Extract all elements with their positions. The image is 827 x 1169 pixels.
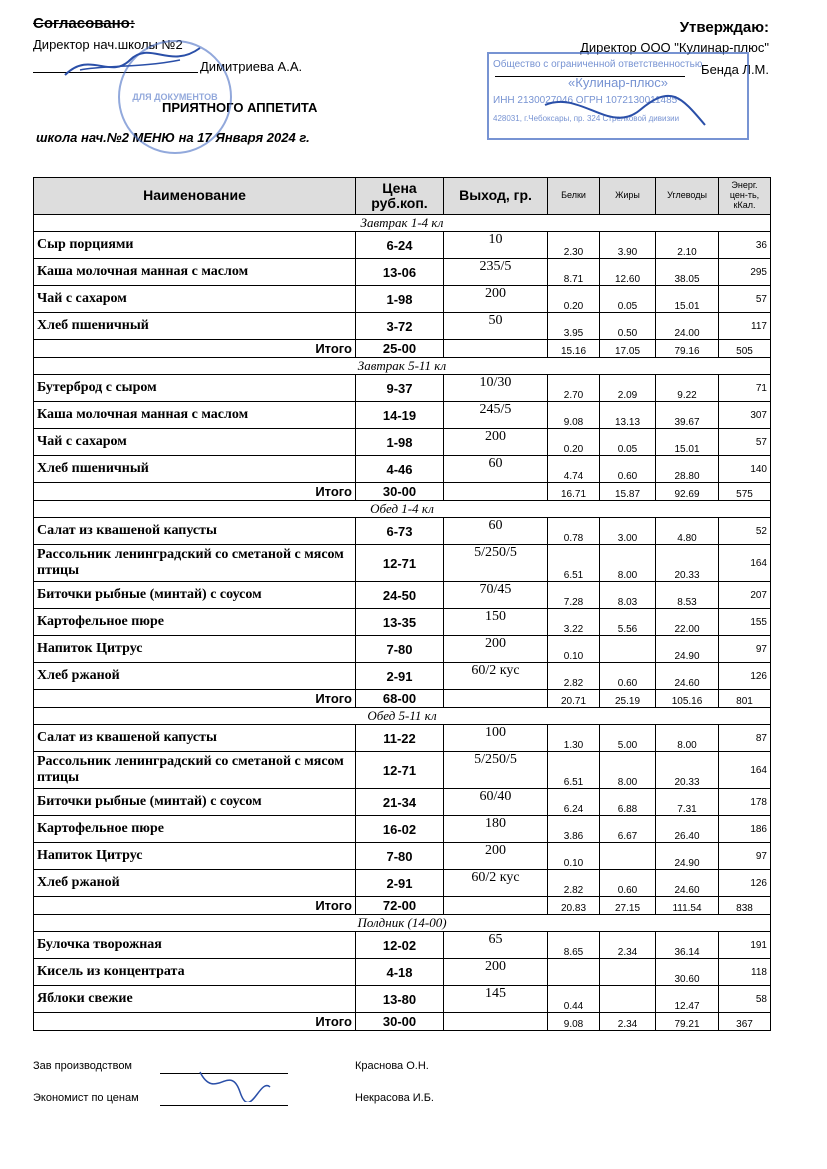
item-fat: 0.60 xyxy=(600,870,656,897)
total-label: Итого xyxy=(34,690,356,708)
item-carbs: 7.31 xyxy=(656,789,719,816)
section-title: Обед 5-11 кл xyxy=(34,708,771,725)
item-price: 13-06 xyxy=(356,259,444,286)
item-protein: 2.82 xyxy=(548,663,600,690)
item-carbs: 24.90 xyxy=(656,843,719,870)
table-row xyxy=(34,429,771,456)
item-energy: 118 xyxy=(719,959,771,986)
table-row xyxy=(34,232,771,259)
item-name: Картофельное пюре xyxy=(34,816,356,843)
total-carbs: 79.16 xyxy=(656,340,719,358)
item-output: 5/250/5 xyxy=(444,752,548,789)
item-energy: 97 xyxy=(719,843,771,870)
item-protein: 0.20 xyxy=(548,286,600,313)
item-fat: 0.05 xyxy=(600,429,656,456)
item-fat: 0.60 xyxy=(600,456,656,483)
item-output: 180 xyxy=(444,816,548,843)
item-protein: 0.44 xyxy=(548,986,600,1013)
item-fat: 8.03 xyxy=(600,582,656,609)
table-row xyxy=(34,725,771,752)
total-protein: 9.08 xyxy=(548,1013,600,1031)
item-carbs: 4.80 xyxy=(656,518,719,545)
item-name: Салат из квашеной капусты xyxy=(34,518,356,545)
total-energy: 367 xyxy=(719,1013,771,1031)
item-price: 11-22 xyxy=(356,725,444,752)
total-carbs: 111.54 xyxy=(656,897,719,915)
total-row xyxy=(34,897,771,915)
item-fat xyxy=(600,959,656,986)
item-carbs: 24.90 xyxy=(656,636,719,663)
item-output: 235/5 xyxy=(444,259,548,286)
item-name: Чай с сахаром xyxy=(34,429,356,456)
total-row xyxy=(34,1013,771,1031)
item-output: 60 xyxy=(444,518,548,545)
table-row xyxy=(34,789,771,816)
item-carbs: 24.60 xyxy=(656,870,719,897)
table-header-row xyxy=(34,178,771,215)
total-protein: 15.16 xyxy=(548,340,600,358)
table-row xyxy=(34,582,771,609)
item-fat: 3.00 xyxy=(600,518,656,545)
item-energy: 117 xyxy=(719,313,771,340)
item-fat: 0.50 xyxy=(600,313,656,340)
total-row xyxy=(34,340,771,358)
section-title: Полдник (14-00) xyxy=(34,915,771,932)
item-name: Каша молочная манная с маслом xyxy=(34,402,356,429)
item-name: Сыр порциями xyxy=(34,232,356,259)
item-carbs: 39.67 xyxy=(656,402,719,429)
economist-name: Некрасова И.Б. xyxy=(355,1092,434,1104)
item-carbs: 9.22 xyxy=(656,375,719,402)
table-row xyxy=(34,259,771,286)
total-fat: 27.15 xyxy=(600,897,656,915)
column-header-carbs: Углеводы xyxy=(656,178,719,215)
item-carbs: 24.00 xyxy=(656,313,719,340)
total-row xyxy=(34,690,771,708)
item-price: 24-50 xyxy=(356,582,444,609)
item-energy: 71 xyxy=(719,375,771,402)
total-protein: 20.83 xyxy=(548,897,600,915)
total-energy: 505 xyxy=(719,340,771,358)
item-fat: 13.13 xyxy=(600,402,656,429)
item-output: 50 xyxy=(444,313,548,340)
item-output: 5/250/5 xyxy=(444,545,548,582)
total-energy: 801 xyxy=(719,690,771,708)
item-name: Хлеб ржаной xyxy=(34,663,356,690)
item-fat: 6.88 xyxy=(600,789,656,816)
item-energy: 97 xyxy=(719,636,771,663)
item-energy: 207 xyxy=(719,582,771,609)
item-protein: 8.65 xyxy=(548,932,600,959)
total-output xyxy=(444,483,548,501)
item-name: Яблоки свежие xyxy=(34,986,356,1013)
total-row xyxy=(34,483,771,501)
total-label: Итого xyxy=(34,340,356,358)
item-carbs: 24.60 xyxy=(656,663,719,690)
item-carbs: 30.60 xyxy=(656,959,719,986)
item-price: 14-19 xyxy=(356,402,444,429)
item-energy: 155 xyxy=(719,609,771,636)
item-price: 13-80 xyxy=(356,986,444,1013)
column-header-protein: Белки xyxy=(548,178,600,215)
item-fat: 5.56 xyxy=(600,609,656,636)
item-carbs: 38.05 xyxy=(656,259,719,286)
item-output: 60 xyxy=(444,456,548,483)
item-name: Бутерброд с сыром xyxy=(34,375,356,402)
item-output: 10/30 xyxy=(444,375,548,402)
item-output: 10 xyxy=(444,232,548,259)
item-price: 12-71 xyxy=(356,752,444,789)
round-stamp: ДЛЯ ДОКУМЕНТОВ xyxy=(118,40,232,154)
item-energy: 87 xyxy=(719,725,771,752)
item-energy: 126 xyxy=(719,663,771,690)
item-protein: 6.51 xyxy=(548,545,600,582)
item-carbs: 12.47 xyxy=(656,986,719,1013)
item-protein: 8.71 xyxy=(548,259,600,286)
stamp-line: «Кулинар-плюс» xyxy=(568,75,668,90)
item-name: Рассольник ленинградский со сметаной с мясом птицы xyxy=(34,545,356,582)
approve-signature xyxy=(540,85,710,145)
table-row xyxy=(34,375,771,402)
item-carbs: 15.01 xyxy=(656,286,719,313)
item-fat xyxy=(600,986,656,1013)
item-price: 1-98 xyxy=(356,429,444,456)
item-protein: 2.70 xyxy=(548,375,600,402)
item-carbs: 26.40 xyxy=(656,816,719,843)
total-price: 30-00 xyxy=(356,1013,444,1031)
item-price: 9-37 xyxy=(356,375,444,402)
item-name: Чай с сахаром xyxy=(34,286,356,313)
item-fat: 3.90 xyxy=(600,232,656,259)
item-carbs: 20.33 xyxy=(656,545,719,582)
table-row xyxy=(34,663,771,690)
item-output: 200 xyxy=(444,636,548,663)
item-price: 2-91 xyxy=(356,870,444,897)
item-energy: 164 xyxy=(719,545,771,582)
agreed-position: Директор нач.школы №2 xyxy=(33,37,183,52)
approve-position: Директор ООО "Кулинар-плюс" xyxy=(580,40,769,55)
item-carbs: 22.00 xyxy=(656,609,719,636)
item-price: 13-35 xyxy=(356,609,444,636)
item-fat: 12.60 xyxy=(600,259,656,286)
column-header-fat: Жиры xyxy=(600,178,656,215)
section-header-row xyxy=(34,215,771,232)
table-row xyxy=(34,636,771,663)
total-fat: 15.87 xyxy=(600,483,656,501)
item-price: 4-18 xyxy=(356,959,444,986)
item-protein: 2.82 xyxy=(548,870,600,897)
item-energy: 164 xyxy=(719,752,771,789)
item-protein: 0.10 xyxy=(548,843,600,870)
table-row xyxy=(34,816,771,843)
column-header-name: Наименование xyxy=(34,178,356,215)
item-name: Напиток Цитрус xyxy=(34,636,356,663)
item-fat: 2.34 xyxy=(600,932,656,959)
item-protein: 0.10 xyxy=(548,636,600,663)
item-energy: 178 xyxy=(719,789,771,816)
total-fat: 25.19 xyxy=(600,690,656,708)
item-price: 6-24 xyxy=(356,232,444,259)
item-name: Каша молочная манная с маслом xyxy=(34,259,356,286)
section-header-row xyxy=(34,358,771,375)
item-output: 60/40 xyxy=(444,789,548,816)
item-price: 7-80 xyxy=(356,843,444,870)
agreed-signature xyxy=(60,40,210,85)
table-row xyxy=(34,843,771,870)
item-price: 2-91 xyxy=(356,663,444,690)
item-output: 200 xyxy=(444,843,548,870)
table-row xyxy=(34,402,771,429)
total-price: 72-00 xyxy=(356,897,444,915)
table-row xyxy=(34,313,771,340)
item-carbs: 15.01 xyxy=(656,429,719,456)
item-output: 60/2 кус xyxy=(444,663,548,690)
item-fat: 8.00 xyxy=(600,545,656,582)
bon-appetit: ПРИЯТНОГО АППЕТИТА xyxy=(162,100,318,115)
table-row xyxy=(34,986,771,1013)
item-name: Хлеб пшеничный xyxy=(34,313,356,340)
agreed-title: Согласовано: xyxy=(33,15,135,32)
item-energy: 57 xyxy=(719,429,771,456)
table-row xyxy=(34,870,771,897)
economist-label: Экономист по ценам xyxy=(33,1092,139,1104)
total-price: 30-00 xyxy=(356,483,444,501)
menu-title: школа нач.№2 МЕНЮ на 17 Января 2024 г. xyxy=(36,130,310,145)
total-protein: 16.71 xyxy=(548,483,600,501)
item-energy: 191 xyxy=(719,932,771,959)
item-protein: 1.30 xyxy=(548,725,600,752)
item-fat xyxy=(600,636,656,663)
section-title: Завтрак 5-11 кл xyxy=(34,358,771,375)
item-fat: 0.05 xyxy=(600,286,656,313)
production-name: Краснова О.Н. xyxy=(355,1060,429,1072)
total-energy: 838 xyxy=(719,897,771,915)
section-header-row xyxy=(34,915,771,932)
item-name: Хлеб пшеничный xyxy=(34,456,356,483)
item-fat xyxy=(600,843,656,870)
item-protein: 7.28 xyxy=(548,582,600,609)
stamp-line: Общество с ограниченной ответственностью xyxy=(493,59,703,70)
total-price: 68-00 xyxy=(356,690,444,708)
table-row xyxy=(34,959,771,986)
item-name: Рассольник ленинградский со сметаной с мясом птицы xyxy=(34,752,356,789)
item-output: 100 xyxy=(444,725,548,752)
item-output: 65 xyxy=(444,932,548,959)
item-protein: 3.86 xyxy=(548,816,600,843)
item-price: 7-80 xyxy=(356,636,444,663)
item-carbs: 8.00 xyxy=(656,725,719,752)
agreed-name: Димитриева А.А. xyxy=(200,59,303,74)
total-fat: 17.05 xyxy=(600,340,656,358)
item-output: 60/2 кус xyxy=(444,870,548,897)
item-fat: 0.60 xyxy=(600,663,656,690)
table-row xyxy=(34,752,771,789)
item-price: 3-72 xyxy=(356,313,444,340)
item-name: Салат из квашеной капусты xyxy=(34,725,356,752)
item-carbs: 2.10 xyxy=(656,232,719,259)
table-row xyxy=(34,518,771,545)
total-energy: 575 xyxy=(719,483,771,501)
item-fat: 5.00 xyxy=(600,725,656,752)
total-carbs: 105.16 xyxy=(656,690,719,708)
item-price: 4-46 xyxy=(356,456,444,483)
item-output: 145 xyxy=(444,986,548,1013)
item-energy: 126 xyxy=(719,870,771,897)
item-energy: 58 xyxy=(719,986,771,1013)
total-protein: 20.71 xyxy=(548,690,600,708)
column-header-output: Выход, гр. xyxy=(444,178,548,215)
item-protein: 3.95 xyxy=(548,313,600,340)
production-label: Зав производством xyxy=(33,1060,132,1072)
menu-table xyxy=(33,177,771,1031)
total-carbs: 92.69 xyxy=(656,483,719,501)
item-output: 150 xyxy=(444,609,548,636)
item-carbs: 28.80 xyxy=(656,456,719,483)
total-output xyxy=(444,897,548,915)
item-energy: 140 xyxy=(719,456,771,483)
section-header-row xyxy=(34,708,771,725)
item-energy: 307 xyxy=(719,402,771,429)
item-protein: 2.30 xyxy=(548,232,600,259)
item-energy: 57 xyxy=(719,286,771,313)
item-fat: 6.67 xyxy=(600,816,656,843)
total-output xyxy=(444,340,548,358)
item-name: Биточки рыбные (минтай) с соусом xyxy=(34,789,356,816)
approve-name: Бенда Л.М. xyxy=(701,62,769,77)
item-name: Напиток Цитрус xyxy=(34,843,356,870)
item-output: 70/45 xyxy=(444,582,548,609)
item-name: Картофельное пюре xyxy=(34,609,356,636)
item-price: 12-02 xyxy=(356,932,444,959)
item-protein: 6.51 xyxy=(548,752,600,789)
item-energy: 186 xyxy=(719,816,771,843)
table-row xyxy=(34,545,771,582)
item-carbs: 20.33 xyxy=(656,752,719,789)
item-price: 1-98 xyxy=(356,286,444,313)
item-price: 16-02 xyxy=(356,816,444,843)
item-protein: 6.24 xyxy=(548,789,600,816)
section-title: Завтрак 1-4 кл xyxy=(34,215,771,232)
item-output: 200 xyxy=(444,286,548,313)
item-protein: 9.08 xyxy=(548,402,600,429)
approve-title: Утверждаю: xyxy=(679,19,769,36)
stamp-line: 428031, г.Чебоксары, пр. 324 Стрелковой дивизии xyxy=(493,114,680,123)
item-price: 6-73 xyxy=(356,518,444,545)
total-fat: 2.34 xyxy=(600,1013,656,1031)
total-label: Итого xyxy=(34,897,356,915)
total-output xyxy=(444,1013,548,1031)
section-title: Обед 1-4 кл xyxy=(34,501,771,518)
item-name: Хлеб ржаной xyxy=(34,870,356,897)
item-output: 200 xyxy=(444,959,548,986)
table-row xyxy=(34,932,771,959)
item-price: 12-71 xyxy=(356,545,444,582)
item-output: 245/5 xyxy=(444,402,548,429)
section-header-row xyxy=(34,501,771,518)
item-protein xyxy=(548,959,600,986)
total-carbs: 79.21 xyxy=(656,1013,719,1031)
item-output: 200 xyxy=(444,429,548,456)
column-header-energy: Энерг. цен-ть, кКал. xyxy=(719,178,771,215)
item-energy: 295 xyxy=(719,259,771,286)
item-name: Булочка творожная xyxy=(34,932,356,959)
item-carbs: 8.53 xyxy=(656,582,719,609)
stamp-line: ИНН 2130027046 ОГРН 1072130011485 xyxy=(493,95,678,106)
total-label: Итого xyxy=(34,483,356,501)
total-label: Итого xyxy=(34,1013,356,1031)
item-fat: 2.09 xyxy=(600,375,656,402)
item-fat: 8.00 xyxy=(600,752,656,789)
economist-signature-line xyxy=(160,1105,288,1106)
total-output xyxy=(444,690,548,708)
item-protein: 0.20 xyxy=(548,429,600,456)
item-price: 21-34 xyxy=(356,789,444,816)
item-protein: 3.22 xyxy=(548,609,600,636)
total-price: 25-00 xyxy=(356,340,444,358)
table-row xyxy=(34,456,771,483)
table-row xyxy=(34,286,771,313)
column-header-price: Цена руб.коп. xyxy=(356,178,444,215)
economist-signature xyxy=(195,1062,275,1102)
item-name: Кисель из концентрата xyxy=(34,959,356,986)
item-energy: 52 xyxy=(719,518,771,545)
item-carbs: 36.14 xyxy=(656,932,719,959)
table-row xyxy=(34,609,771,636)
item-energy: 36 xyxy=(719,232,771,259)
item-name: Биточки рыбные (минтай) с соусом xyxy=(34,582,356,609)
item-protein: 4.74 xyxy=(548,456,600,483)
item-protein: 0.78 xyxy=(548,518,600,545)
